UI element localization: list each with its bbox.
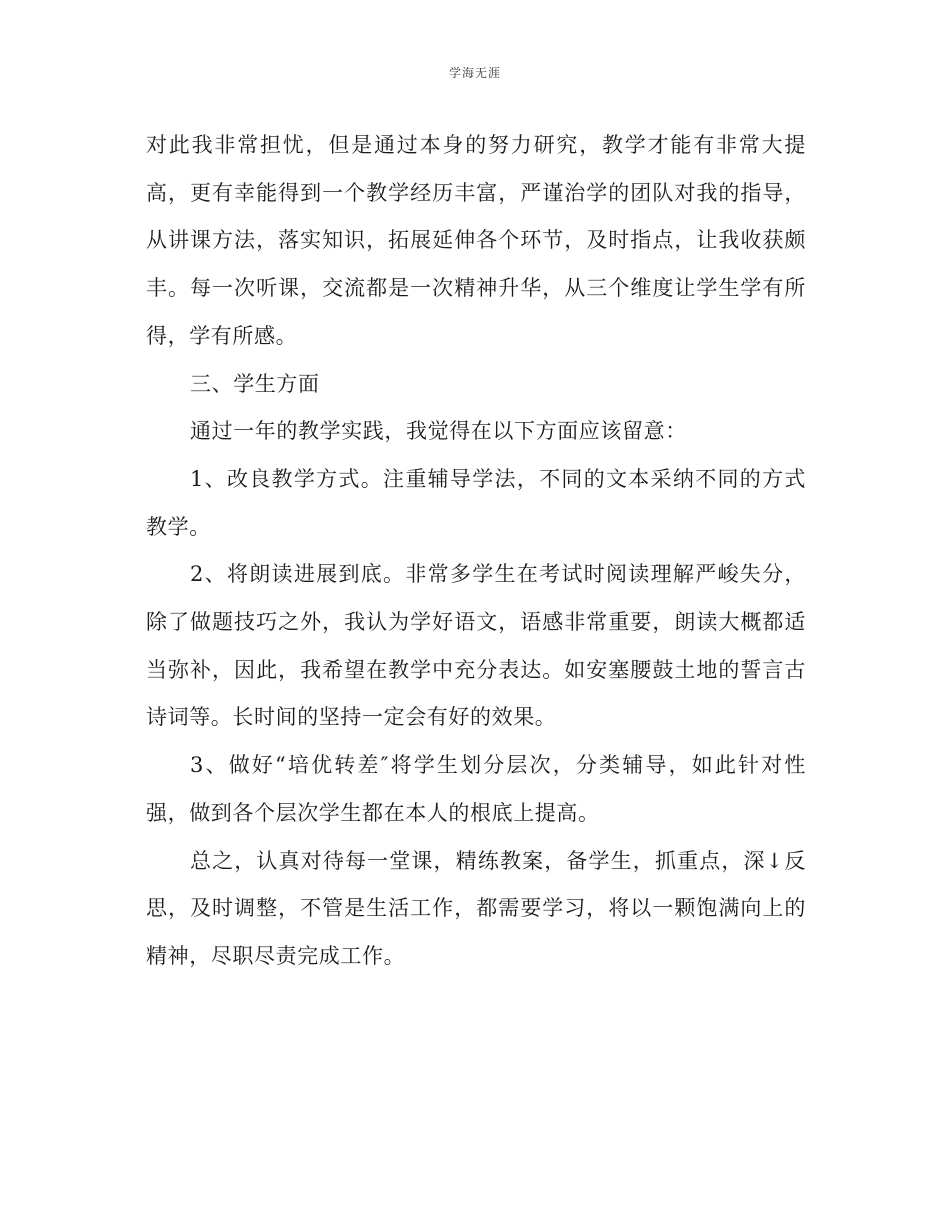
list-item-3: 3、做好“培优转差″将学生划分层次，分类辅导，如此针对性强，做到各个层次学生都在本人的根底上提高。 xyxy=(146,753,806,825)
document-body xyxy=(146,122,806,981)
list-item-2: 2、将朗读进展到底。非常多学生在考试时阅读理解严峻失分，除了做题技巧之外，我认为学好语文，语感非常重要，朗读大概都适当弥补，因此，我希望在教学中充分表达。如安塞腰鼓土地的誓言古诗词等。长时间的坚持一定会有好的效果。 xyxy=(146,562,806,730)
page-header: 学海无涯 xyxy=(448,66,501,80)
section-heading-students: 三、学生方面 xyxy=(190,371,320,396)
paragraph-intro: 通过一年的教学实践，我觉得在以下方面应该留意： xyxy=(190,419,687,444)
list-item-1: 1、改良教学方式。注重辅导学法，不同的文本采纳不同的方式教学。 xyxy=(146,466,806,539)
paragraph-continuation: 对此我非常担忧，但是通过本身的努力研究，教学才能有非常大提高，更有幸能得到一个教学经历丰富，严谨治学的团队对我的指导，从讲课方法，落实知识，拓展延伸各个环节，及时指点，让我收获颇丰。每一次听课，交流都是一次精神升华，从三个维度让学生学有所得，学有所感。 xyxy=(146,133,806,348)
paragraph-conclusion: 总之，认真对待每一堂课，精练教案，备学生，抓重点，深↓反思，及时调整，不管是生活工作，都需要学习，将以一颗饱满向上的精神，尽职尽责完成工作。 xyxy=(146,848,806,968)
